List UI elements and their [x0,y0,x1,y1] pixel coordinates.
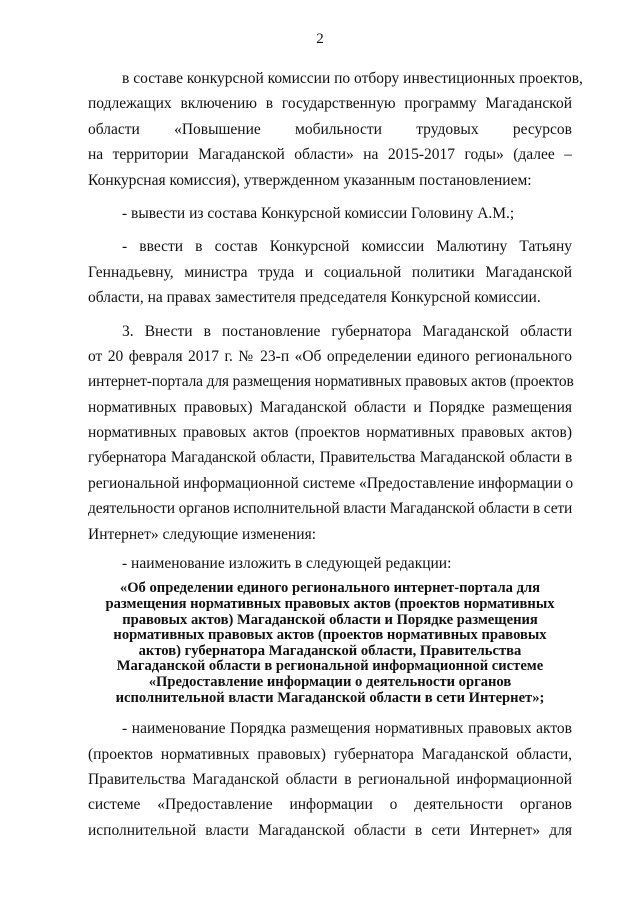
document-body [88,66,583,843]
text-line: нормативных правовых актов (проектов нормативных правовых актов) [88,424,572,442]
paragraph-3 [88,319,572,548]
text-line: на территории Магаданской области» на 2015-2017 годы» (далее – [88,146,572,164]
text-line: губернатора Магаданской области, Правительства Магаданской области в [88,449,572,467]
text-line: системе «Предоставление информации о деятельности органов [88,796,572,814]
text-line: (проектов нормативных правовых) губернатора Магаданской области, [88,745,572,763]
text-line: в составе конкурсной комиссии по отбору инвестиционных проектов, [122,70,583,87]
title-line: исполнительной власти Магаданской области в сети Интернет»; [115,689,545,706]
title-line: нормативных правовых актов (проектов нормативных правовых [113,627,547,644]
text-line: Конкурсная комиссия), утвержденном указанным постановлением: [88,171,532,189]
text-line: 3. Внести в постановление губернатора Магаданской области [122,322,572,340]
page-number: 2 [316,31,324,47]
title-line: «Об определении единого регионального интернет-портала для [119,580,541,597]
text-line: области, на правах заместителя председателя Конкурсной комиссии. [88,289,541,307]
text-line: деятельности органов исполнительной власти Магаданской области в сети [88,500,573,518]
text-line: Геннадьевну, министра труда и социальной политики Магаданской [88,263,572,281]
list-item-add [88,234,572,310]
text-line: региональной информационной системе «Предоставление информации о [88,474,574,492]
title-line: «Предоставление информации о деятельности органов [148,673,512,690]
text-line: Правительства Магаданской области в региональной информационной [88,770,572,788]
text-line: - ввести в состав Конкурсной комиссии Малютину Татьяну [122,238,572,256]
text-line: исполнительной власти Магаданской области в сети Интернет» для [88,821,572,839]
list-item-name [88,551,572,576]
title-line: правовых актов) Магаданской области и Порядке размещения [122,611,538,628]
text-line: интернет-портала для размещения нормативных правовых актов (проектов [88,373,574,391]
new-title-block [88,581,572,706]
text-line: Интернет» следующие изменения: [88,525,317,543]
title-line: Магаданской области в региональной информационной системе [116,658,544,675]
text-line: области «Повышение мобильности трудовых ресурсов [88,120,572,138]
text-line: нормативных правовых) Магаданской области и Порядке размещения [88,398,572,416]
text-line: - вывести из состава Конкурсной комиссии Головину А.М.; [122,204,515,222]
list-item-order [88,716,572,843]
title-line: актов) губернатора Магаданской области, Правительства [138,642,522,659]
paragraph-commission [88,66,583,193]
text-line: подлежащих включению в государственную программу Магаданской [88,95,572,113]
text-line: - наименование изложить в следующей редакции: [122,555,452,573]
text-line: - наименование Порядка размещения нормативных правовых актов [122,720,572,738]
list-item-remove [88,201,572,226]
title-line: размещения нормативных правовых актов (проектов нормативных [105,596,555,613]
text-line: от 20 февраля 2017 г. № 23-п «Об определении единого регионального [88,347,572,365]
